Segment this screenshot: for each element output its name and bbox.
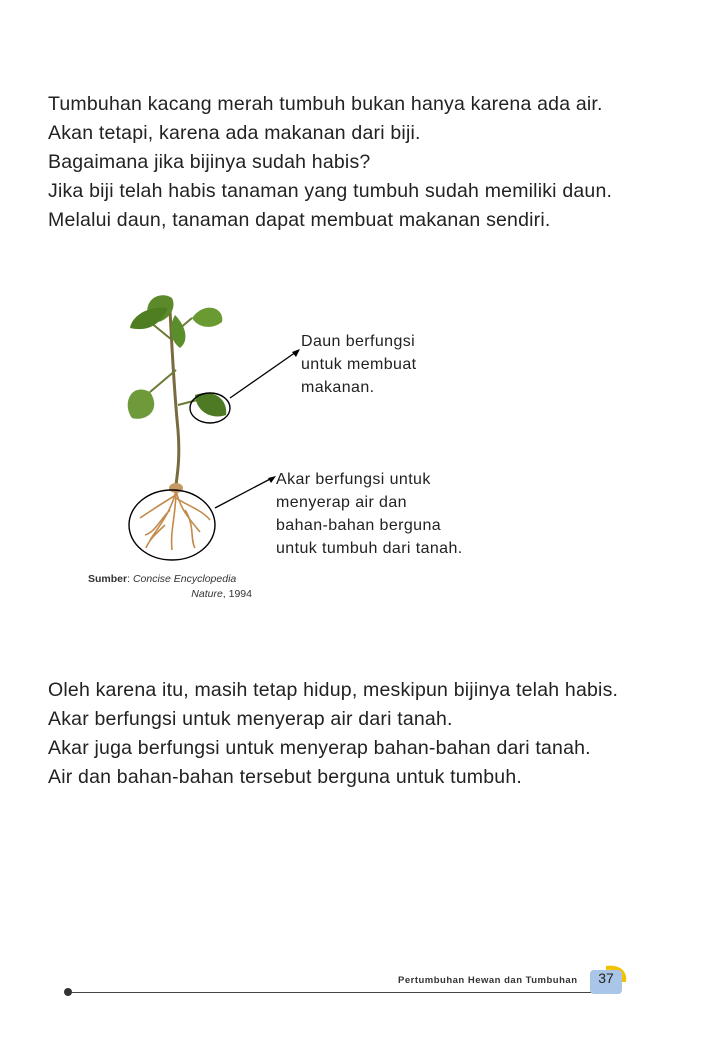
paragraph-line: Oleh karena itu, masih tetap hidup, meskipun bijinya telah habis. — [48, 679, 619, 701]
paragraph-line: Akar juga berfungsi untuk menyerap bahan-bahan dari tanah. — [48, 737, 591, 759]
callout-line: untuk membuat — [301, 356, 417, 373]
source-title-part2: Nature — [191, 588, 223, 600]
image-source-credit — [88, 572, 252, 602]
callout-line: makanan. — [301, 379, 375, 396]
chapter-title: Pertumbuhan Hewan dan Tumbuhan — [398, 975, 578, 986]
bean-plant-illustration — [0, 270, 728, 620]
leaf-callout — [301, 330, 416, 399]
source-label: Sumber — [88, 573, 128, 585]
root-callout — [276, 468, 463, 560]
paragraph-line: Jika biji telah habis tanaman yang tumbuh sudah memiliki daun. — [48, 180, 613, 202]
footer-rule — [68, 992, 596, 993]
source-year: , 1994 — [222, 588, 252, 600]
page-number: 37 — [598, 970, 614, 986]
paragraph-line: Akan tetapi, karena ada makanan dari biji. — [48, 122, 421, 144]
source-separator: : — [127, 573, 133, 585]
source-title-part1: Concise Encyclopedia — [132, 573, 237, 585]
callout-line: Akar berfungsi untuk — [276, 471, 431, 488]
paragraph-line: Melalui daun, tanaman dapat membuat makanan sendiri. — [48, 209, 551, 231]
callout-line: menyerap air dan — [276, 494, 407, 511]
callout-line: untuk tumbuh dari tanah. — [276, 540, 463, 557]
intro-paragraph — [48, 90, 708, 235]
conclusion-paragraph — [48, 676, 708, 792]
callout-line: Daun berfungsi — [301, 333, 416, 350]
paragraph-line: Bagaimana jika bijinya sudah habis? — [48, 151, 371, 173]
footer-bullet — [64, 988, 72, 996]
paragraph-line: Air dan bahan-bahan tersebut berguna untuk tumbuh. — [48, 766, 523, 788]
plant-figure — [0, 270, 728, 620]
paragraph-line: Tumbuhan kacang merah tumbuh bukan hanya karena ada air. — [48, 93, 603, 115]
paragraph-line: Akar berfungsi untuk menyerap air dari tanah. — [48, 708, 453, 730]
callout-line: bahan-bahan berguna — [276, 517, 442, 534]
